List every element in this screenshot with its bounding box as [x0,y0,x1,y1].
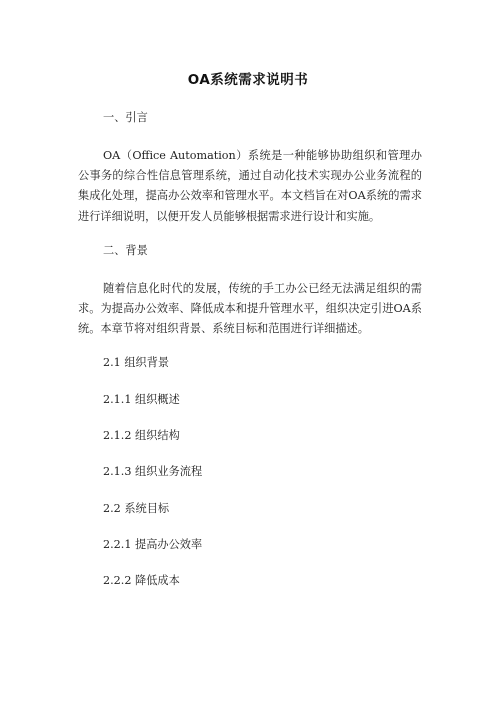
section-heading-background: 二、背景 [103,243,148,257]
outline-item: 2.1.3 组织业务流程 [103,465,203,479]
outline-item: 2.2.2 降低成本 [103,574,180,588]
section-heading-introduction: 一、引言 [103,111,148,124]
outline-item: 2.1 组织背景 [103,356,170,370]
outline-item: 2.2.1 提高办公效率 [103,537,203,551]
outline-item: 2.2 系统目标 [103,501,170,515]
document-body [78,110,422,610]
outline-item: 2.1.2 组织结构 [103,429,180,443]
section-paragraph-introduction: OA（Office Automation）系统是一种能够协助组织和管理办公事务的综合性信息管理系统，通过自动化技术实现办公业务流程的集成化处理，提高办公效率和管理水平。本文档旨在对OA系统的需求进行详细说明，以便开发人员能够根据需求进行设计和实施。 [78,149,422,223]
document-title: OA系统需求说明书 [187,72,309,88]
section-paragraph-background: 随着信息化时代的发展，传统的手工办公已经无法满足组织的需求。为提高办公效率、降低成本和提升管理水平，组织决定引进OA系统。本章节将对组织背景、系统目标和范围进行详细描述。 [78,281,422,336]
outline-item: 2.1.1 组织概述 [103,392,180,406]
